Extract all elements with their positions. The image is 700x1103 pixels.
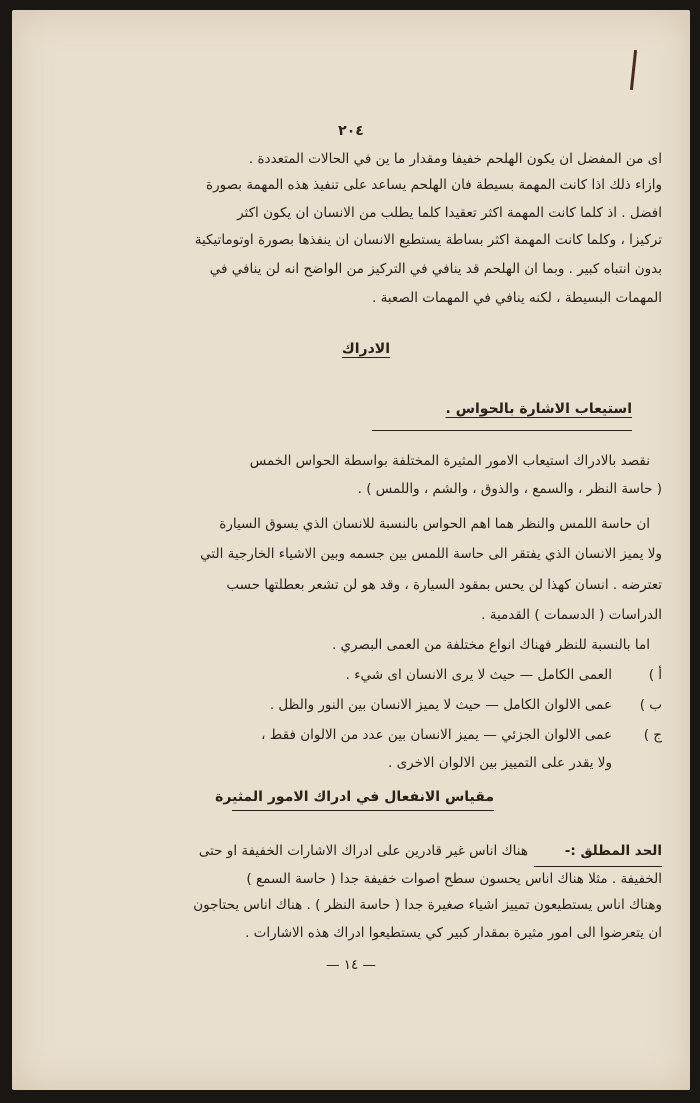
vision-item-text: عمى الالوان الجزئي — يميز الانسان بين عدد من الالوان فقط ، [261, 727, 612, 743]
threshold-label: الحد المطلق :- [564, 843, 662, 859]
touch-paragraph-line: ولا يميز الانسان الذي يفتقر الى حاسة اللمس بين جسمه وبين الاشياء الخارجية التي [200, 546, 662, 562]
intro-line: اى من المفضل ان يكون الهلحم خفيفا ومقدار ما ين في الحالات المتعددة . [248, 151, 662, 167]
touch-paragraph-line: ان حاسة اللمس والنظر هما اهم الحواس بالنسبة للانسان الذي يسوق السيارة [219, 516, 650, 532]
vision-item-text: عمى الالوان الكامل — حيث لا يميز الانسان بين النور والظل . [269, 697, 612, 713]
sense-paragraph-line: نقصد بالادراك استيعاب الامور المثيرة المختلفة بواسطة الحواس الخمس [249, 453, 650, 469]
intro-line: وازاء ذلك اذا كانت المهمة بسيطة فان الهلحم يساعد على تنفيذ هذه المهمة بصورة [206, 177, 662, 193]
subsection-title: استيعاب الاشارة بالحواس . [445, 401, 632, 417]
touch-paragraph-line: الدراسات ( الدسمات ) القدمية . [481, 607, 662, 623]
vision-tail: ولا يقدر على التمييز بين الالوان الاخرى . [388, 755, 612, 771]
page-footer-number: — ١٤ — [325, 957, 377, 973]
subsection-underline [232, 810, 494, 811]
touch-paragraph-line: تعترضه . انسان كهذا لن يحس بمقود السيارة ، وقد هو لن تشعر بعطلتها حسب [226, 577, 662, 593]
vision-item-marker: أ ) [648, 667, 662, 683]
intro-line: تركيزا ، وكلما كانت المهمة اكثر بساطة يستطيع الانسان ان ينفذها بصورة اوتوماتيكية [194, 232, 662, 248]
vision-item-text: العمى الكامل — حيث لا يرى الانسان اى شيء . [345, 667, 612, 683]
sense-paragraph-line: ( حاسة النظر ، والسمع ، والذوق ، والشم ، واللمس ) . [357, 481, 662, 497]
threshold-line: الخفيفة . مثلا هناك اناس يحسون سطح اصوات خفيفة جدا ( حاسة السمع ) [246, 871, 662, 887]
vision-item-marker: ب ) [639, 697, 662, 713]
threshold-line: ان يتعرضوا الى امور مثيرة بمقدار كبير كي يستطيعوا ادراك هذه الاشارات . [245, 925, 662, 941]
threshold-line: وهناك اناس يستطيعون تمييز اشياء صغيرة جدا ( حاسة النظر ) . هناك اناس يحتاجون [193, 897, 662, 913]
threshold-line: هناك اناس غير قادرين على ادراك الاشارات الخفيفة او حتى [198, 843, 528, 859]
subsection-underline [372, 430, 632, 431]
document-page [12, 10, 690, 1090]
vision-item-marker: ج ) [643, 727, 662, 743]
vision-intro: اما بالنسبة للنظر فهناك انواع مختلفة من العمى البصري . [331, 637, 650, 653]
threshold-underline [534, 866, 662, 867]
page-header-number: ٢٠٤ [338, 123, 364, 139]
intro-line: بدون انتباه كبير . وبما ان الهلحم قد ينافي في التركيز من الواضح انه لن ينافي في [209, 261, 662, 277]
subsection-title: مقياس الانفعال في ادراك الامور المثيرة [215, 789, 494, 805]
intro-line: افضل . اذ كلما كانت المهمة اكثر تعقيدا كلما يطلب من الانسان ان يكون اكثر [237, 205, 662, 221]
ink-mark [630, 50, 637, 90]
section-title: الادراك [341, 341, 390, 357]
intro-line: المهمات البسيطة ، لكنه ينافي في المهمات الصعبة . [371, 290, 662, 306]
